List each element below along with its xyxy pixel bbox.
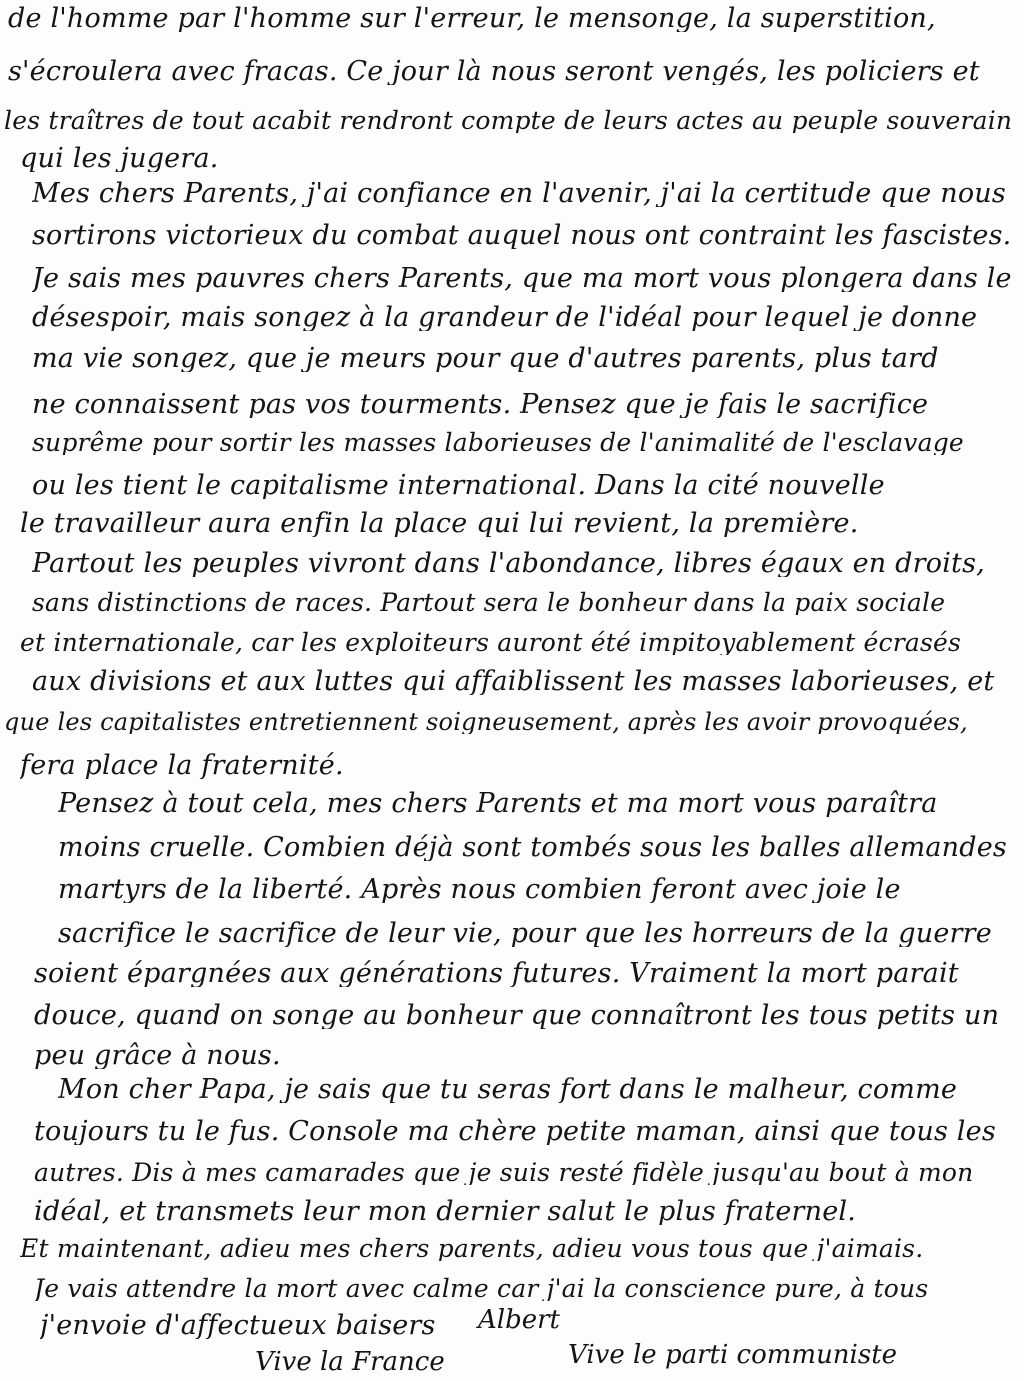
letter-line: peu grâce à nous. — [34, 1042, 281, 1069]
letter-line: désespoir, mais songez à la grandeur de l'idéal pour lequel je donne — [32, 304, 978, 331]
letter-line: aux divisions et aux luttes qui affaiblissent les masses laborieuses, et — [32, 668, 995, 695]
letter-line: suprême pour sortir les masses laborieuses de l'animalité de l'esclavage — [32, 430, 964, 455]
letter-line: sortirons victorieux du combat auquel nous ont contraint les fascistes. — [32, 222, 1012, 249]
letter-line: Mon cher Papa, je sais que tu seras fort dans le malheur, comme — [58, 1076, 958, 1103]
letter-line: qui les jugera. — [20, 145, 219, 172]
letter-line: Et maintenant, adieu mes chers parents, adieu vous tous que j'aimais. — [20, 1236, 924, 1261]
letter-line: ne connaissent pas vos tourments. Pensez que je fais le sacrifice — [32, 391, 929, 418]
letter-line: toujours tu le fus. Console ma chère petite maman, ainsi que tous les — [34, 1118, 996, 1145]
letter-line: les traîtres de tout acabit rendront compte de leurs actes au peuple souverain — [4, 108, 1013, 133]
letter-line: ma vie songez, que je meurs pour que d'autres parents, plus tard — [32, 345, 939, 372]
letter-line: j'envoie d'affectueux baisers — [40, 1312, 436, 1339]
letter-line: que les capitalistes entretiennent soigneusement, après les avoir provoquées, — [4, 710, 968, 734]
letter-line: idéal, et transmets leur mon dernier salut le plus fraternel. — [34, 1198, 857, 1225]
closing-vive-le-parti: Vive le parti communiste — [568, 1340, 898, 1370]
letter-line: s'écroulera avec fracas. Ce jour là nous seront vengés, les policiers et — [8, 58, 980, 85]
letter-line: douce, quand on songe au bonheur que connaîtront les tous petits un — [34, 1002, 1000, 1029]
letter-line: fera place la fraternité. — [20, 752, 344, 779]
letter-line: de l'homme par l'homme sur l'erreur, le mensonge, la superstition, — [8, 5, 936, 32]
letter-line: Je sais mes pauvres chers Parents, que ma mort vous plongera dans le — [32, 265, 1012, 292]
signature: Albert — [478, 1305, 560, 1335]
letter-line: sacrifice le sacrifice de leur vie, pour que les horreurs de la guerre — [58, 920, 992, 947]
letter-line: soient épargnées aux générations futures. Vraiment la mort parait — [34, 960, 959, 987]
letter-line: le travailleur aura enfin la place qui lui revient, la première. — [20, 510, 859, 537]
letter-line: Partout les peuples vivront dans l'abondance, libres égaux en droits, — [32, 550, 985, 577]
letter-line: Mes chers Parents, j'ai confiance en l'avenir, j'ai la certitude que nous — [32, 180, 1006, 207]
closing-vive-la-france: Vive la France — [255, 1347, 445, 1377]
letter-line: Pensez à tout cela, mes chers Parents et ma mort vous paraîtra — [58, 790, 938, 817]
letter-line: ou les tient le capitalisme international. Dans la cité nouvelle — [32, 472, 885, 499]
letter-line: autres. Dis à mes camarades que je suis resté fidèle jusqu'au bout à mon — [34, 1160, 974, 1185]
letter-line: Je vais attendre la mort avec calme car j'ai la conscience pure, à tous — [34, 1276, 929, 1301]
letter-line: sans distinctions de races. Partout sera le bonheur dans la paix sociale — [32, 590, 946, 615]
letter-line: moins cruelle. Combien déjà sont tombés sous les balles allemandes — [58, 834, 1007, 861]
letter-line: et internationale, car les exploiteurs auront été impitoyablement écrasés — [20, 630, 962, 655]
letter-line: martyrs de la liberté. Après nous combien feront avec joie le — [58, 876, 901, 903]
